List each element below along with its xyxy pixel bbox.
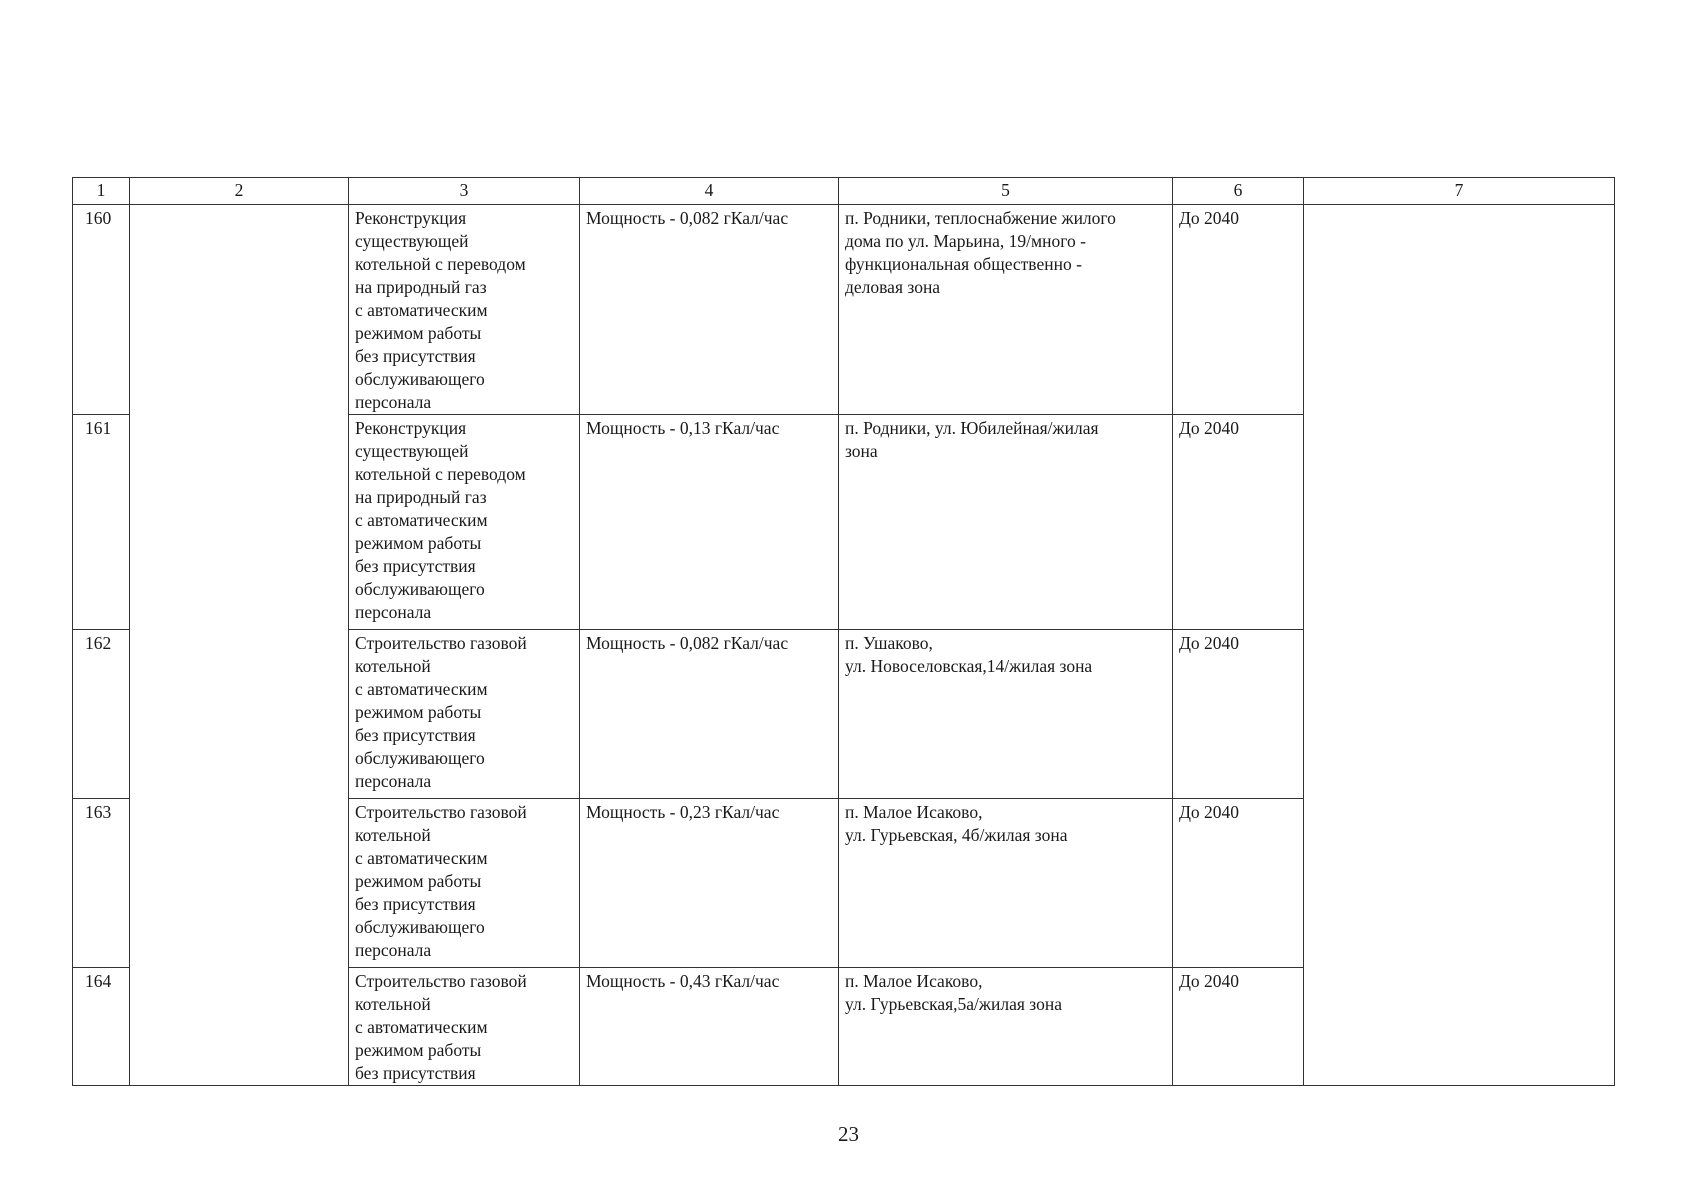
header-col-3: 3 [349,178,580,205]
header-row [73,178,1615,205]
row-number: 160 [73,205,130,415]
header-col-1: 1 [73,178,130,205]
header-col-7: 7 [1304,178,1615,205]
description-cell: Строительство газовой котельной с автоматическим режимом работы без присутствия обслуживающего персонала [349,799,580,968]
row-number: 161 [73,415,130,630]
header-col-5: 5 [839,178,1173,205]
header-col-4: 4 [580,178,839,205]
row-number: 164 [73,968,130,1086]
description-cell: Строительство газовой котельной с автоматическим режимом работы без присутствия обслуживающего персонала [349,630,580,799]
description-cell: Реконструкция существующей котельной с переводом на природный газ с автоматическим режимом работы без присутствия обслуживающего персонала [349,205,580,415]
deadline-cell: До 2040 [1173,205,1304,415]
row-number: 162 [73,630,130,799]
capacity-cell: Мощность - 0,23 гКал/час [580,799,839,968]
deadline-cell: До 2040 [1173,968,1304,1086]
location-cell: п. Малое Исаково, ул. Гурьевская, 4б/жилая зона [839,799,1173,968]
table-row [73,205,1615,415]
location-cell: п. Родники, теплоснабжение жилого дома по ул. Марьина, 19/много - функциональная общественно - деловая зона [839,205,1173,415]
col7-merged-cell [1304,205,1615,1086]
deadline-cell: До 2040 [1173,630,1304,799]
header-col-2: 2 [130,178,349,205]
projects-table [72,177,1615,1086]
page-number: 23 [838,1122,859,1146]
deadline-cell: До 2040 [1173,799,1304,968]
location-cell: п. Родники, ул. Юбилейная/жилая зона [839,415,1173,630]
row-number: 163 [73,799,130,968]
col2-merged-cell [130,205,349,1086]
description-cell: Строительство газовой котельной с автоматическим режимом работы без присутствия [349,968,580,1086]
capacity-cell: Мощность - 0,13 гКал/час [580,415,839,630]
header-col-6: 6 [1173,178,1304,205]
deadline-cell: До 2040 [1173,415,1304,630]
capacity-cell: Мощность - 0,082 гКал/час [580,630,839,799]
capacity-cell: Мощность - 0,43 гКал/час [580,968,839,1086]
capacity-cell: Мощность - 0,082 гКал/час [580,205,839,415]
location-cell: п. Малое Исаково, ул. Гурьевская,5а/жилая зона [839,968,1173,1086]
location-cell: п. Ушаково, ул. Новоселовская,14/жилая зона [839,630,1173,799]
description-cell: Реконструкция существующей котельной с переводом на природный газ с автоматическим режимом работы без присутствия обслуживающего персонала [349,415,580,630]
